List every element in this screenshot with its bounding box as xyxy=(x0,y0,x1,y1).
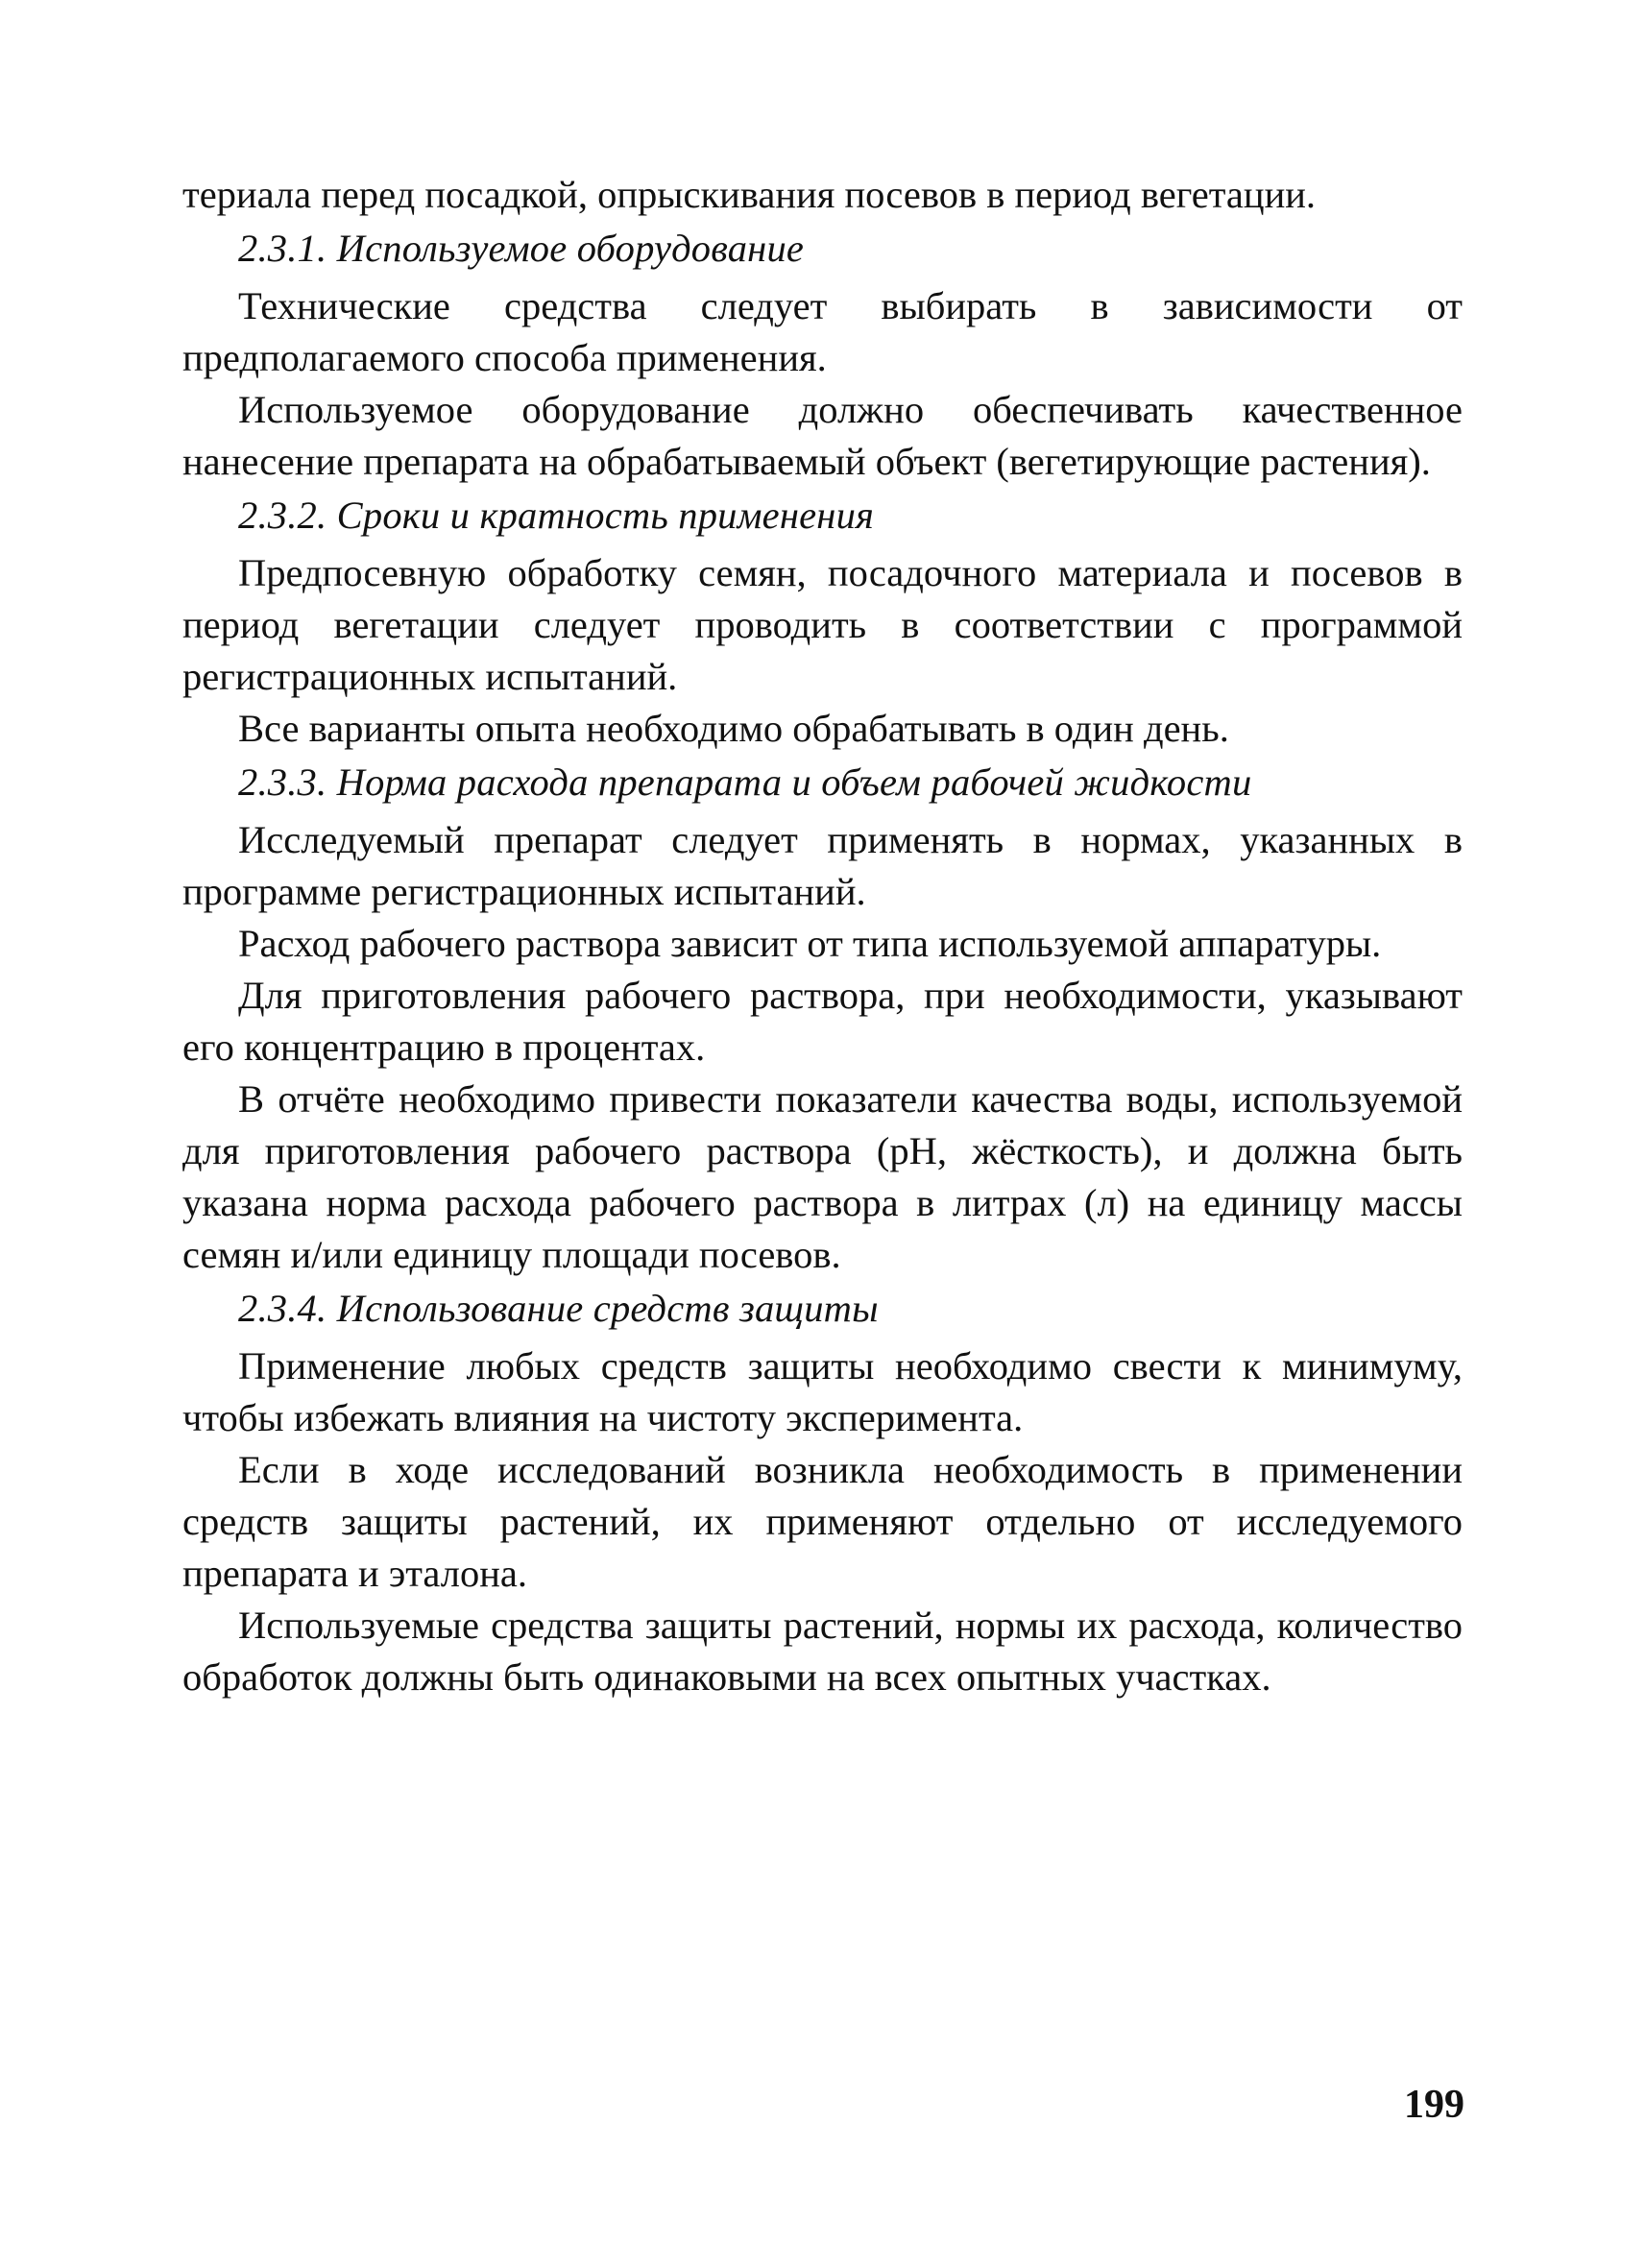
paragraph: Если в ходе исследований возникла необходимость в применении средств защиты растений, их применяют отдельно от исследуемого препарата и эталона. xyxy=(182,1448,1463,1595)
page-body xyxy=(182,169,1463,1703)
paragraph: Предпосевную обработку семян, посадочного материала и посевов в период вегетации следует проводить в соответствии с программой регистрационных испытаний. xyxy=(182,551,1463,698)
paragraph: Расход рабочего раствора зависит от типа используемой аппаратуры. xyxy=(238,922,1382,965)
section-heading-2-3-2: 2.3.2. Сроки и кратность применения xyxy=(238,494,875,537)
paragraph: Для приготовления рабочего раствора, при необходимости, указывают его концентрацию в процентах. xyxy=(182,974,1463,1069)
paragraph: Используемые средства защиты растений, нормы их расхода, количество обработок должны быть одинаковыми на всех опытных участках. xyxy=(182,1604,1463,1699)
section-heading-2-3-4: 2.3.4. Использование средств защиты xyxy=(238,1287,879,1330)
paragraph: Применение любых средств защиты необходимо свести к минимуму, чтобы избежать влияния на чистоту эксперимента. xyxy=(182,1344,1463,1439)
page-number: 199 xyxy=(1404,2083,1464,2127)
paragraph: В отчёте необходимо привести показатели качества воды, используемой для приготовления рабочего раствора (pH, жёсткость), и должна быть указана норма расхода рабочего раствора в литрах (л) на единицу массы семян и/или единицу площади посевов. xyxy=(182,1077,1463,1276)
paragraph: Все варианты опыта необходимо обрабатывать в один день. xyxy=(238,707,1229,750)
paragraph: Исследуемый препарат следует применять в нормах, указанных в программе регистрационных испытаний. xyxy=(182,818,1463,913)
paragraph: Используемое оборудование должно обеспечивать качественное нанесение препарата на обрабатываемый объект (вегетирующие растения). xyxy=(182,388,1463,483)
section-heading-2-3-1: 2.3.1. Используемое оборудование xyxy=(238,227,805,270)
section-heading-2-3-3: 2.3.3. Норма расхода препарата и объем рабочей жидкости xyxy=(238,760,1252,804)
paragraph: Технические средства следует выбирать в зависимости от предполагаемого способа применения. xyxy=(182,284,1463,379)
intro-paragraph: териала перед посадкой, опрыскивания посевов в период вегетации. xyxy=(182,173,1317,216)
